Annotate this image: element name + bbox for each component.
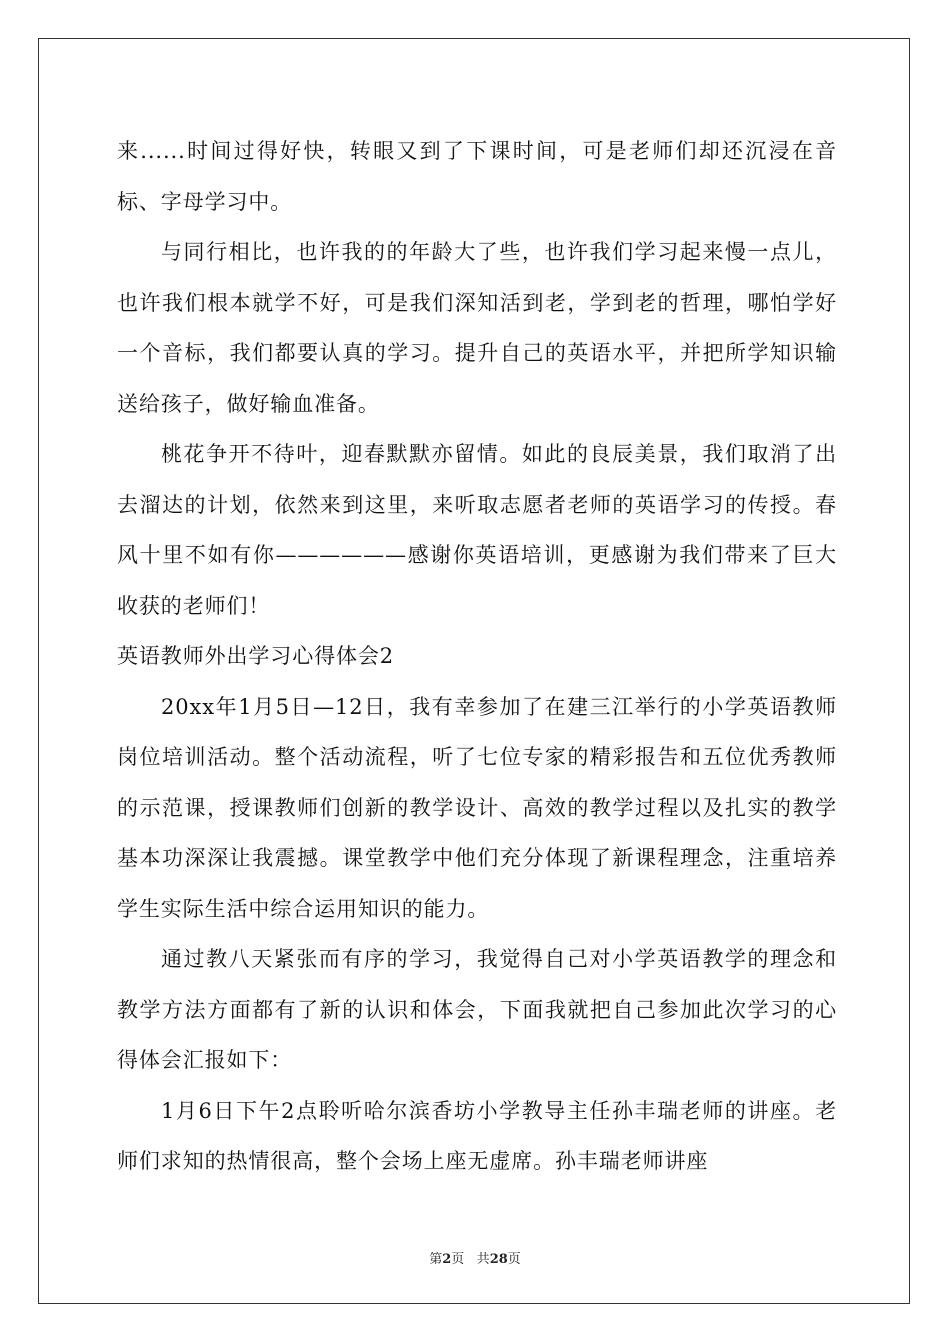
paragraph: 1月6日下午2点聆听哈尔滨香坊小学教导主任孙丰瑞老师的讲座。老师们求知的热情很高，整个会场上座无虚席。孙丰瑞老师讲座 bbox=[117, 1098, 837, 1173]
page-footer bbox=[0, 1248, 950, 1267]
footer-page-unit: 页 bbox=[451, 1252, 465, 1267]
footer-prefix: 第 bbox=[429, 1252, 443, 1267]
paragraph: 来......时间过得好快，转眼又到了下课时间，可是老师们却还沉浸在音标、字母学习中。 bbox=[117, 139, 837, 214]
paragraph: 20xx年1月5日—12日，我有幸参加了在建三江举行的小学英语教师岗位培训活动。整个活动流程，听了七位专家的精彩报告和五位优秀教师的示范课，授课教师们创新的教学设计、高效的教学过程以及扎实的教学基本功深深让我震撼。课堂教学中他们充分体现了新课程理念，注重培养学生实际生活中综合运用知识的能力。 bbox=[117, 694, 837, 921]
paragraph: 通过教八天紧张而有序的学习，我觉得自己对小学英语教学的理念和教学方法方面都有了新的认识和体会，下面我就把自己参加此次学习的心得体会汇报如下： bbox=[117, 947, 837, 1072]
document-body bbox=[117, 126, 837, 1187]
footer-total-unit: 页 bbox=[507, 1252, 521, 1267]
current-page-number: 2 bbox=[442, 1252, 452, 1267]
paragraph: 与同行相比，也许我的的年龄大了些，也许我们学习起来慢一点儿，也许我们根本就学不好，可是我们深知活到老，学到老的哲理，哪怕学好一个音标，我们都要认真的学习。提升自己的英语水平，并把所学知识输送给孩子，做好输血准备。 bbox=[117, 240, 837, 416]
footer-total-prefix: 共 bbox=[476, 1252, 490, 1267]
section-title: 英语教师外出学习心得体会2 bbox=[117, 644, 395, 668]
paragraph: 桃花争开不待叶，迎春默默亦留情。如此的良辰美景，我们取消了出去溜达的计划，依然来到这里，来听取志愿者老师的英语学习的传授。春风十里不如有你——————感谢你英语培训，更感谢为我们带来了巨大收获的老师们！ bbox=[117, 442, 837, 618]
total-page-count: 28 bbox=[489, 1252, 508, 1267]
